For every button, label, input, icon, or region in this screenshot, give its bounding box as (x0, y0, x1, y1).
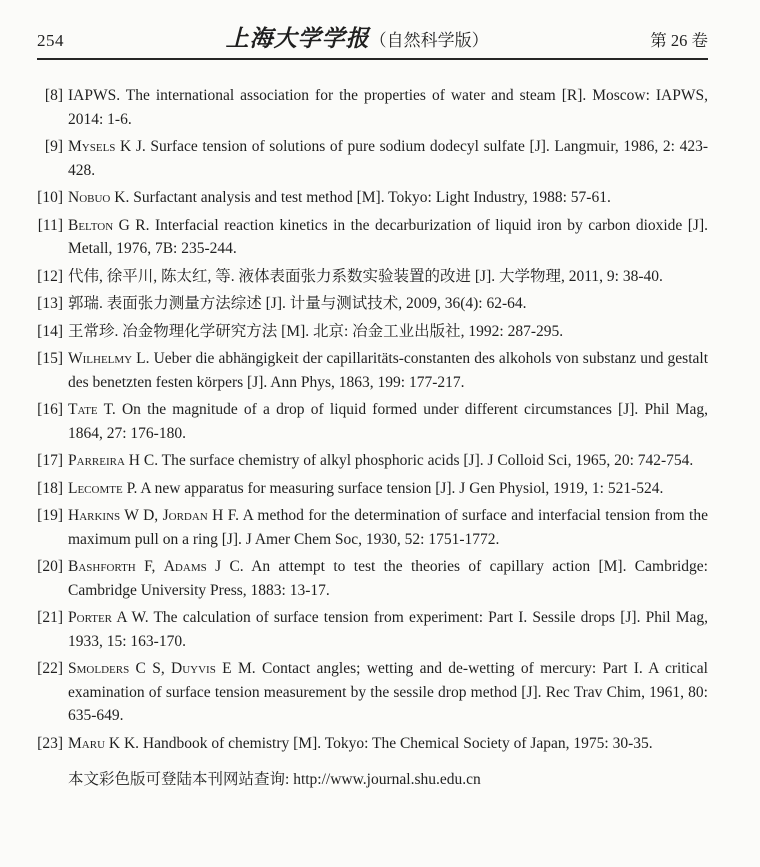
reference-item (37, 320, 708, 344)
header-row (37, 20, 708, 53)
reference-text-segment: P. A new apparatus for measuring surface tension [J]. J Gen Physiol, 1919, 1: 521-524. (122, 479, 664, 497)
reference-item (37, 606, 708, 653)
reference-text (68, 87, 708, 128)
reference-number: [14] (37, 322, 63, 340)
journal-subtitle: （自然科学版） (369, 31, 489, 50)
author-name-smallcaps: Porter (68, 609, 113, 626)
footer-note-text: 本文彩色版可登陆本刊网站查询: (68, 771, 294, 788)
reference-number: [18] (37, 479, 63, 497)
reference-item (37, 504, 708, 551)
reference-text (68, 609, 708, 650)
author-name-smallcaps: Wilhelmy (68, 350, 133, 367)
reference-text (68, 507, 708, 548)
reference-text (68, 350, 708, 391)
header-rule (37, 58, 708, 60)
reference-text-segment: H F. A method for the determination of surface and interfacial tension from the maximum pull on a ring [J]. J Amer Chem Soc, 1930, 52: 1751-1772. (68, 507, 708, 548)
reference-number: [16] (37, 401, 63, 418)
reference-number: [8] (44, 87, 63, 104)
footer-note (37, 768, 708, 792)
reference-text-segment: E M. Contact angles; wetting and de-wetting of mercury: Part I. A critical examination of surface tension measurement by the sessile drop method [J]. Rec Trav Chim, 1961, 80: 635-649. (68, 660, 708, 724)
reference-item (37, 398, 708, 445)
author-name-smallcaps: Adams (163, 558, 207, 575)
author-name-smallcaps: Harkins (68, 507, 121, 524)
reference-text-segment: T. On the magnitude of a drop of liquid formed under different circumstances [J]. Phil Mag, 1864, 27: 176-180. (68, 401, 708, 442)
author-name-smallcaps: Mysels (68, 138, 116, 155)
author-name-smallcaps: Maru (68, 734, 106, 752)
reference-text-segment: IAPWS. The international association for the properties of water and steam [R]. Moscow: IAPWS, 2014: 1-6. (68, 87, 708, 128)
reference-text (68, 558, 708, 599)
author-name-smallcaps: Duyvis (171, 660, 216, 677)
author-name-smallcaps: Tate (68, 401, 98, 418)
author-name-smallcaps: Smolders (68, 660, 130, 677)
volume-label: 第 26 卷 (650, 31, 708, 50)
reference-number: [9] (44, 138, 63, 155)
reference-number: [15] (37, 350, 63, 367)
reference-list (37, 84, 708, 755)
reference-text-segment: K J. Surface tension of solutions of pure sodium dodecyl sulfate [J]. Langmuir, 1986, 2: 423-428. (68, 138, 708, 179)
reference-item (37, 347, 708, 394)
reference-text-segment: 郭瑞. 表面张力测量方法综述 [J]. 计量与测试技术, 2009, 36(4): 62-64. (68, 295, 527, 312)
reference-number: [20] (37, 558, 63, 575)
author-name-smallcaps: Belton (68, 216, 114, 234)
reference-number: [23] (37, 734, 63, 752)
reference-text (68, 268, 663, 285)
reference-item (37, 449, 708, 473)
reference-item (37, 214, 708, 261)
reference-text (68, 138, 708, 179)
author-name-smallcaps: Nobuo (68, 189, 111, 206)
reference-number: [13] (37, 295, 63, 312)
reference-number: [11] (37, 216, 63, 234)
reference-text-segment: 王常珍. 冶金物理化学研究方法 [M]. 北京: 冶金工业出版社, 1992: 287-295. (68, 322, 564, 340)
reference-text-segment: A W. The calculation of surface tension from experiment: Part I. Sessile drops [J]. Phil Mag, 1933, 15: 163-170. (68, 609, 708, 650)
reference-text-segment: H C. The surface chemistry of alkyl phosphoric acids [J]. J Colloid Sci, 1965, 20: 742-754. (124, 452, 694, 469)
reference-number: [22] (37, 660, 63, 677)
footer-url: http://www.journal.shu.edu.cn (293, 771, 481, 788)
reference-text-segment: F, (135, 558, 164, 575)
reference-item (37, 555, 708, 602)
reference-text (68, 660, 708, 724)
reference-item (37, 477, 708, 501)
reference-text-segment: W D, (120, 507, 163, 524)
author-name-smallcaps: Jordan (162, 507, 208, 524)
reference-text (68, 295, 527, 312)
reference-item (37, 265, 708, 289)
reference-number: [10] (37, 189, 63, 206)
reference-text (68, 217, 708, 258)
reference-item (37, 84, 708, 131)
journal-page (0, 20, 760, 867)
reference-item (37, 657, 708, 728)
author-name-smallcaps: Bashforth (68, 558, 136, 575)
reference-text (68, 452, 693, 469)
reference-text (68, 323, 563, 340)
reference-number: [21] (37, 609, 63, 626)
journal-title-block (226, 20, 489, 53)
reference-text (68, 189, 611, 206)
reference-text-segment: G R. Interfacial reaction kinetics in the decarburization of liquid iron by carbon dioxide [J]. Metall, 1976, 7B: 235-244. (68, 216, 708, 257)
reference-text (68, 401, 708, 442)
reference-item (37, 135, 708, 182)
reference-number: [17] (37, 452, 63, 469)
page-header (37, 20, 708, 60)
reference-number: [12] (37, 267, 63, 285)
journal-title: 上海大学学报 (225, 26, 370, 51)
reference-item (37, 732, 708, 756)
reference-text (68, 735, 653, 752)
reference-item (37, 186, 708, 210)
reference-text-segment: K K. Handbook of chemistry [M]. Tokyo: The Chemical Society of Japan, 1975: 30-35. (105, 734, 653, 752)
reference-item (37, 292, 708, 316)
reference-text-segment: K. Surfactant analysis and test method [M]. Tokyo: Light Industry, 1988: 57-61. (110, 189, 611, 206)
reference-text-segment: J C. An attempt to test the theories of capillary action [M]. Cambridge: Cambridge University Press, 1883: 13-17. (68, 558, 708, 599)
reference-text-segment: C S, (129, 660, 172, 677)
page-number: 254 (37, 31, 64, 50)
author-name-smallcaps: Lecomte (68, 479, 123, 497)
reference-text (68, 480, 663, 497)
reference-text-segment: L. Ueber die abhängigkeit der capillaritäts-constanten des alkohols von substanz und gestalt des benetzten festen körpers [J]. Ann Phys, 1863, 199: 177-217. (68, 350, 708, 391)
reference-number: [19] (37, 507, 63, 524)
author-name-smallcaps: Parreira (68, 452, 125, 469)
reference-text-segment: 代伟, 徐平川, 陈太红, 等. 液体表面张力系数实验装置的改进 [J]. 大学物理, 2011, 9: 38-40. (68, 267, 663, 285)
